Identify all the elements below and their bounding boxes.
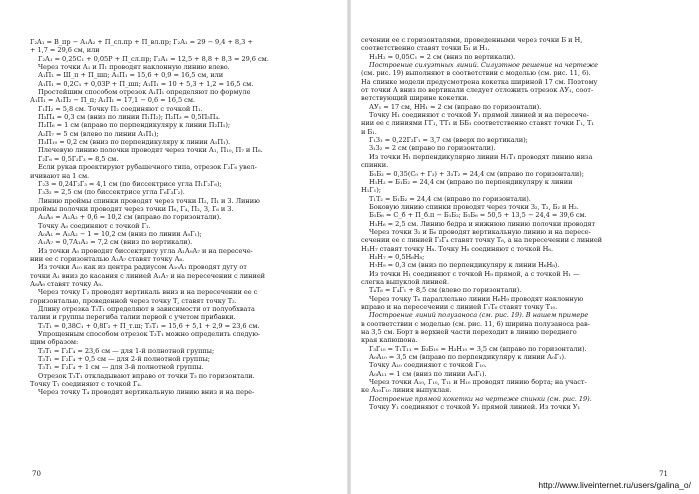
text-line: Б₁Б₂ = 0,35(С₀ + Г₃) + 3₃Т₂ = 24,4 см (вправо по горизонтали); xyxy=(369,169,584,178)
text-line: Из точки Н₁ перпендикулярно линии Н₁Т₁ проводят линию низа xyxy=(369,152,593,161)
text-line: Г₁П₂ = 5,8 см. Точку П₂ соединяют с точкой П₁. xyxy=(38,104,203,113)
text-line: Через точки З₂ и Б₆ проводят вертикальную линию и на пересе- xyxy=(369,227,591,236)
text-line: сечении ее с линией Г₃Г₄ ставят точку Т₆, а на пересечении с линией xyxy=(361,236,603,245)
text-line: Г₂А₁ = 0,25С₁ + 0,05Р + П_сл.пр; Г₂А₁ = 12,5 + 8,8 + 8,3 = 29,6 см. xyxy=(38,54,269,63)
text-line: Т₄Т₆ = Г₄Г₁ + 8,5 см (влево по горизонтали). xyxy=(369,286,522,295)
text-line: Т₃Т₁ = 0,38С₁ + 0,8Г₃ + П_т.ш; Т₃Т₁ = 15,6 + 5,1 + 2,9 = 23,6 см. xyxy=(38,321,260,330)
text-line: А₁П₁ = 0,2С₁ + 0,03Р + П_шп; А₁П₁ = 10 + 5,3 + 1,2 = 16,5 см. xyxy=(38,79,254,88)
text-line: Построение прямой кокетки на чертеже спинки (см. рис. 19). xyxy=(369,394,592,403)
text-line: Построение силуэтных линий. Силуэтное решение на чертеже xyxy=(369,61,599,70)
text-line: вправо и на пересечении с линией Г₁Т₆ ставят точку Т₁₀. xyxy=(361,303,558,311)
text-line: ке А₁₀Г₁₀ линия выпуклая. xyxy=(361,386,452,395)
text-line: слегка выпуклой линией. xyxy=(361,277,450,286)
text-line: А₁А₇ = 0,7А₁А₂ = 7,2 см (вниз по вертикали). xyxy=(38,238,193,247)
text-line: Длину отрезка Т₃Т₁ определяют в зависимости от полуобхвата xyxy=(38,305,255,313)
text-line: Точку Н₁ соединяют с точкой У₁ прямой линией и на пересече- xyxy=(369,111,589,120)
text-line: Т₃Т₁ = Г₂Г₄ + 1 см — для 3-й полнотной группы. xyxy=(38,363,204,372)
text-line: (см. рис. 19) выполняют в соответствии с моделью (см. рис. 11, 6). xyxy=(361,69,591,78)
text-line: П₃П₄ = 0,3 см (вниз по линии П₁П₂); П₂П₃ = 0,5П₃П₄. xyxy=(38,113,221,122)
text-line: + 1,7 = 29,6 см, или xyxy=(30,46,100,55)
text-line: Т₃Т₁ = Г₂Г₄ = 23,6 см — для 1-й полнотной группы; xyxy=(38,346,215,355)
text-line: Через точки А₁ и П₁ проводят наклонную линию влево. xyxy=(38,63,230,72)
text-line: Н₁Н₇ ставят точку Н₈. Точку Н₈ соединяют с точкой Н₆. xyxy=(361,244,553,253)
text-line: соответственно ставят точки Б₁ и Н₁. xyxy=(361,44,490,53)
text-line: от точки А вниз по вертикали следует отложить отрезок АУ₁, соот- xyxy=(361,86,594,95)
text-line: Г₃З₂ = 2,5 см (по биссектрисе угла Г₆Г₃Г₂). xyxy=(38,188,185,197)
text-line: З₁З₂ = 2 см (вправо по горизонтали). xyxy=(369,144,496,153)
text-line: спинки. xyxy=(361,161,389,170)
text-line: На спинке модели предусмотрена кокетка шириной 17 см. Поэтому xyxy=(361,77,598,86)
text-line: П₂П₆ = 1 см (вправо по перпендикуляру к линии П₂П₁); xyxy=(38,121,231,130)
text-line: Г₁З₁ = 0,22Г₂Г₁ = 3,7 см (вверх по вертикали); xyxy=(369,136,528,145)
text-line: сечении ее с горизонталями, проведенными через точки Б и Н, xyxy=(361,36,583,44)
text-line: Н₁Н₂ = 0,05С₁ = 2 см (вниз по вертикали). xyxy=(369,52,516,61)
page-number-right: 71 xyxy=(659,470,668,478)
text-line: в соответствии с моделью (см. рис. 11, 6) ширина полузаноса рав- xyxy=(361,319,590,328)
text-line: Точку А₀ соединяют с точкой Г₁. xyxy=(38,221,151,230)
text-line: нии ее с линиями ГГ₁, ТТ₁ и ББ₁ соответственно ставят точки Г₁, Т₁ xyxy=(361,119,594,128)
text-line: Т₁Т₂ = Б₁Б₂ = 24,4 см (вправо по горизонтали). xyxy=(369,194,531,203)
text-line: Из точки А₀ проводят биссектрису угла А₁А₀А₇ и на пересече- xyxy=(38,246,253,255)
text-line: Боковую линию спинки проводят через точки З₂, Т₂, Б₂ и Н₂. xyxy=(369,202,579,211)
text-line: Отрезок Т₃Т₁ откладывают вправо от точки Т₃ по горизонтали. xyxy=(38,371,255,380)
text-line: Построение линий полузаноса (см. рис. 19). В нашем примере xyxy=(369,311,589,320)
text-line: Точку У₁ соединяют с точкой У₂ прямой линией. Из точки У₁ xyxy=(369,403,581,412)
text-line: А₀А₁₁ = 1 см (вниз по линии А₀Г₁). xyxy=(369,369,487,378)
text-line: Точку А₁₀ соединяют с точкой Г₁₀. xyxy=(369,361,487,370)
left-page-text xyxy=(30,38,339,397)
text-line: Н₁Н₆ = 2,5 см. Линию бедра и нижнюю линию полочки проводят xyxy=(369,219,596,228)
text-line: Линию проймы спинки проводят через точки П₂, П₁ и З. Линию xyxy=(38,196,260,205)
text-line: и Б₁. xyxy=(361,127,377,136)
text-line: Н₇Н₉ = 0,3 см (вниз по перпендикуляру к линии Н₆Н₈). xyxy=(369,261,560,270)
text-line: ичивают на 1 см. xyxy=(30,171,90,180)
text-line: Из точки Н₁ соединяют с точкой Н₉ прямой, а с точкой Н₁ — xyxy=(369,269,580,278)
text-line: Через точку Г₂ проводят вертикаль вниз и на пересечении ее с xyxy=(38,288,258,297)
text-line: Плечевую линию полочки проводят через точки А₁, П₁₀, П₇ и П₈. xyxy=(38,146,263,155)
text-line: А₁П₁ = А₁П₂ − П_п; А₁П₁ = 17,1 − 0,6 = 16,5 см. xyxy=(30,96,195,105)
page-number-left: 70 xyxy=(32,470,41,478)
text-line: Если рукав проектируют рубашечного типа, отрезок Г₂Г₆ увел- xyxy=(38,163,257,172)
text-line: щим образом: xyxy=(30,338,79,347)
text-line: Упрощенным способом отрезок Т₃Т₁ можно определить следую- xyxy=(38,330,261,339)
text-line: Г₂З = 0,24Г₂Г₃ = 4,1 см (по биссектрисе угла П₁Г₂Г₆); xyxy=(38,179,222,188)
text-line: А₂А₀ = А₁А₂ + 0,6 = 10,2 см (вправо по горизонтали). xyxy=(38,213,222,222)
text-line: проймы полочки проводят через точки П₆, Г₄, П₂, З, Г₆ и З. xyxy=(30,204,234,213)
text-line: А₁П₁ = Ш_п + П_шп; А₁П₁ = 15,6 + 0,9 = 16,5 см, или xyxy=(38,71,224,80)
text-line: Через точки А₁₀, Г₁₀, Т₁₁ и Н₁₀ проводят линию борта; на участ- xyxy=(369,378,587,387)
text-line: А₀А₁ = А₁А₂ − 1 = 10,2 см (вниз по линии А₀Г₁); xyxy=(38,229,202,238)
text-line: Точку Т₁ соединяют с точкой Г₄. xyxy=(30,380,142,389)
text-line: горизонталью, проведенной через точку Т, ставят точку Т₂. xyxy=(30,296,237,305)
text-line: Г₂А₁ = В_пр − А₁А₂ + П_сл.пр + П_вл.пр; Г₂А₁ = 29 − 9,4 + 8,3 + xyxy=(30,38,253,46)
text-line: точки А₁ вниз до касания с линией А₁А₇ и на пересечении с линией xyxy=(30,271,266,280)
text-line: А₂П₇ = 5 см (влево по линии А₁П₁); xyxy=(38,129,159,138)
right-page xyxy=(349,0,698,494)
text-line: Н₁Н₂ = Б₁Б₂ = 24,4 см (вправо по перпендикуляру к линии xyxy=(369,177,573,186)
text-line: А₀А₁₀ = 3,5 см (вправо по перпендикуляру к линии А₀Г₁). xyxy=(369,353,567,362)
text-line: Н₁Г₁); xyxy=(361,186,381,195)
text-line: Т₃Т₁ = Г₂Г₄ + 0,5 см — для 2-й полнотной группы; xyxy=(38,355,210,364)
text-line: нии ее с горизонталью А₁А₇ ставят точку А₈. xyxy=(30,254,185,263)
text-line: Н₅Н₇ = 0,5Н₆Н₈; xyxy=(369,252,425,261)
text-line: Через точку Т₆ параллельно линии Н₆Н₉ проводят наклонную xyxy=(369,294,584,303)
text-line: талии и группы перегиба талии первой с учетом прибавки. xyxy=(30,313,236,322)
text-line: Г₃Г₁₀ = Т₁Т₁₁ = Б₃Б₁₀ = Н₃Н₁₀ = 3,5 см (вправо по горизонтали). xyxy=(369,344,587,353)
right-page-text xyxy=(361,36,670,411)
text-line: А₈А₀ ставят точку А₉. xyxy=(30,279,104,288)
watermark-url[interactable]: http://www.liveinternet.ru/users/galina_o/ xyxy=(538,480,691,490)
text-line: Б₁Б₆ = С_б + П_б.п − Б₁Б₂; Б₁Б₆ = 50,5 + 13,5 − 24,4 = 39,6 см. xyxy=(369,211,587,220)
text-line: ветствующий ширине кокетки. xyxy=(361,94,469,103)
text-line: Г₂Г₆ = 0,5Г₂Г₃ = 8,5 см. xyxy=(38,154,119,163)
text-line: Из точки А₁₀ как из центра радиусом А₁₀А₁ проводят дугу от xyxy=(38,263,247,272)
text-line: Через точку Т₄ проводят вертикальную линию вниз и на пере- xyxy=(38,388,255,397)
text-line: АУ₁ = 17 см, НН₁ = 2 см (вправо по горизонтали). xyxy=(369,102,542,111)
text-line: Простейшим способом отрезок А₁П₁ определяют по формуле xyxy=(38,88,251,97)
text-line: на 3,5 см. Борт в верхней части переходит в линию переднего xyxy=(361,328,577,337)
text-line: края капюшона. xyxy=(361,336,418,345)
text-line: П₃П₁₀ = 0,2 см (вниз по перпендикуляру к линии А₁П₁). xyxy=(38,138,231,147)
left-page xyxy=(0,0,349,494)
